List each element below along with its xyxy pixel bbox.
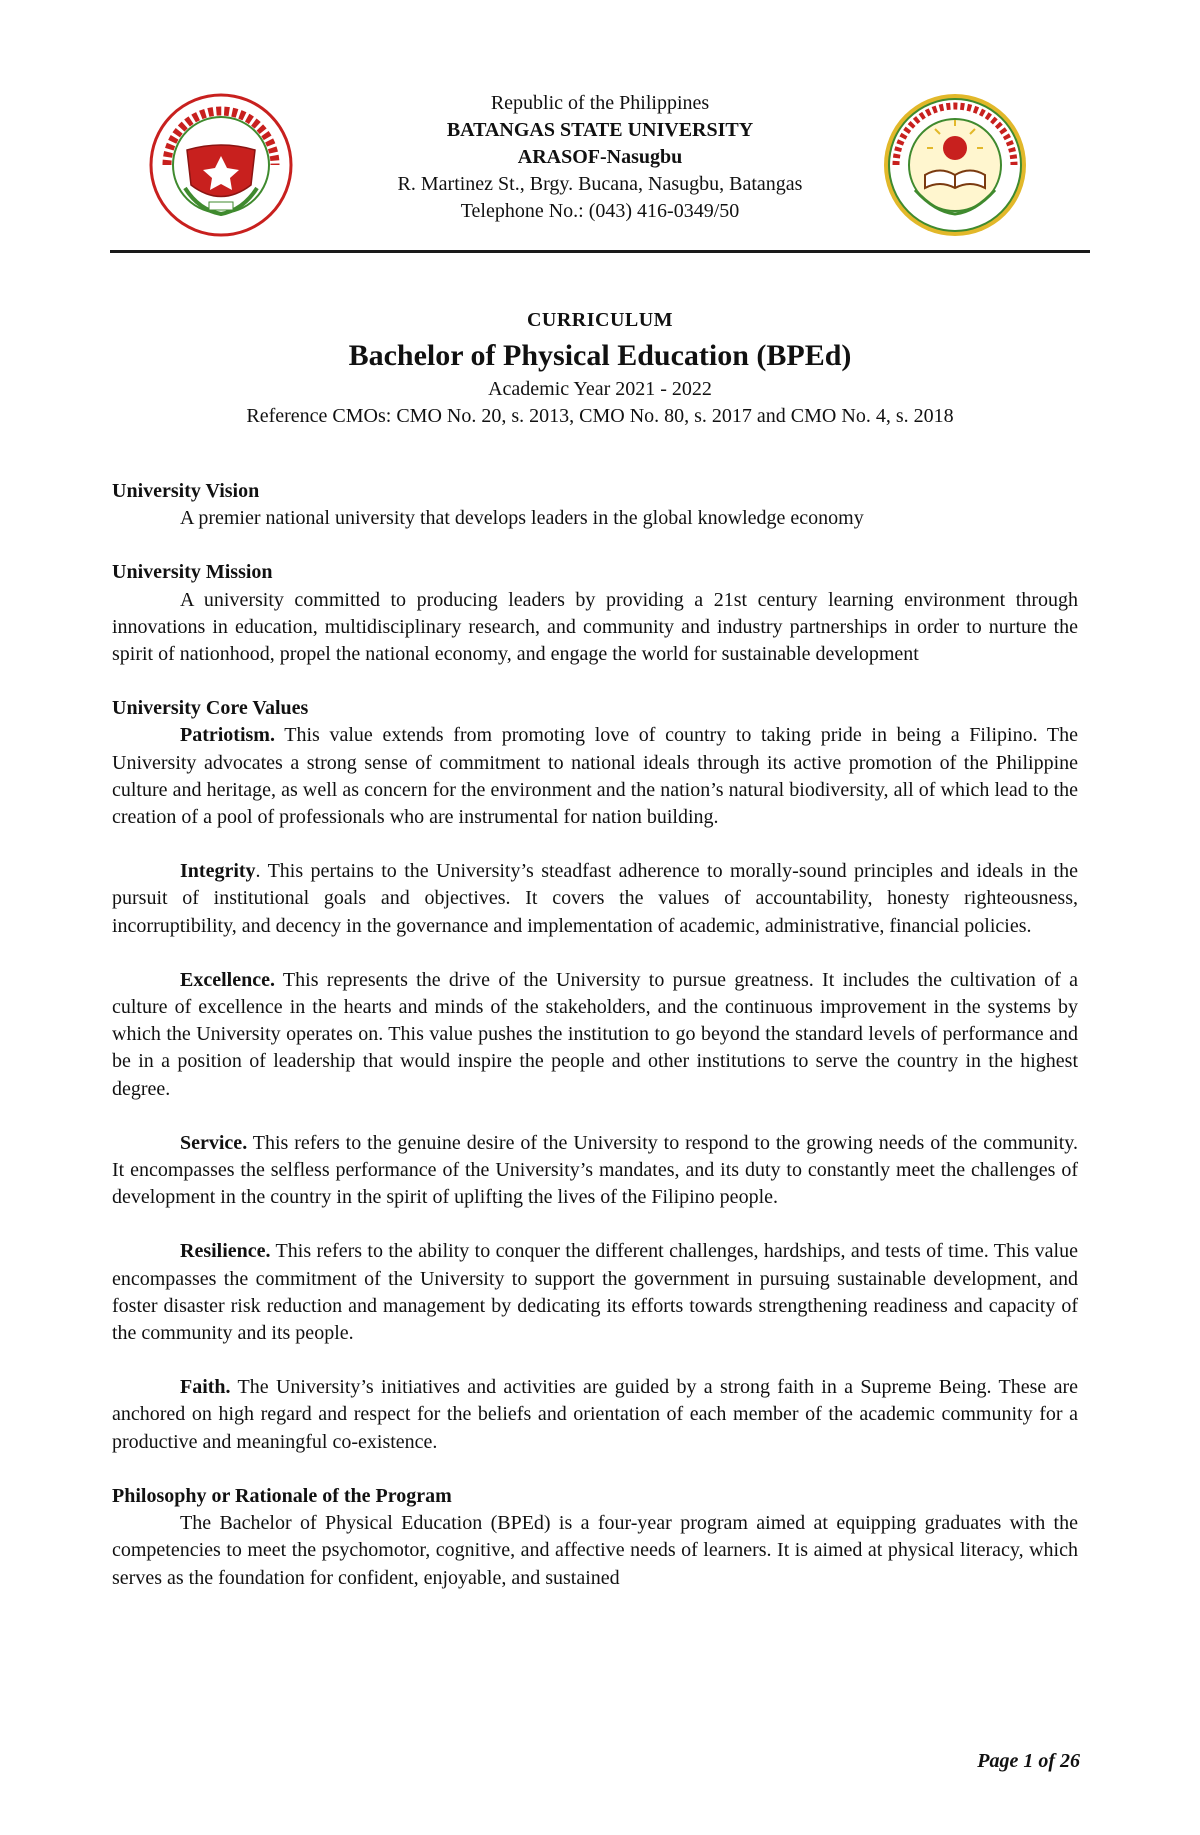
section-heading: University Vision xyxy=(112,480,260,502)
core-value-text: This refers to the ability to conquer the different challenges, hardships, and tests of time. This value encompasses the commitment of the University to support the government in pursuing sustainable development, and foster disaster risk reduction and management by dedicating its efforts towards strengthening readiness and capacity of the community and its people. xyxy=(112,1240,1078,1345)
reference-cmos: Reference CMOs: CMO No. 20, s. 2013, CMO No. 80, s. 2017 and CMO No. 4, s. 2018 xyxy=(246,405,954,427)
core-value-name: Patriotism. xyxy=(180,724,275,747)
batangas-state-university-seal xyxy=(147,90,295,240)
philosophy-section xyxy=(112,1483,1078,1592)
core-value-service xyxy=(112,1130,1078,1212)
core-value-name: Excellence. xyxy=(180,968,275,991)
address-line: R. Martinez St., Brgy. Bucana, Nasugbu, Batangas xyxy=(397,173,803,195)
core-value-excellence xyxy=(112,967,1078,1103)
university-name: BATANGAS STATE UNIVERSITY xyxy=(446,119,754,141)
section-heading: University Core Values xyxy=(112,697,309,720)
document-body xyxy=(112,478,1078,1592)
core-value-resilience xyxy=(112,1238,1078,1347)
telephone-line: Telephone No.: (043) 416-0349/50 xyxy=(460,200,740,222)
core-value-integrity xyxy=(112,858,1078,940)
mission-text: A university committed to producing leaders by providing a 21st century learning environment through innovations in education, multidisciplinary research, and community and industry partnerships in order to nurture the spirit of nationhood, propel the national economy, and engage the world for sustainable development xyxy=(112,588,1078,666)
campus-name: ARASOF-Nasugbu xyxy=(517,146,683,168)
core-value-text: The University’s initiatives and activities are guided by a strong faith in a Supreme Being. These are anchored on high regard and respect for the beliefs and orientation of each member of the academic community for a productive and meaningful co-existence. xyxy=(112,1376,1078,1453)
document-label: CURRICULUM xyxy=(526,309,674,331)
program-title: Bachelor of Physical Education (BPEd) xyxy=(348,339,852,372)
section-heading: Philosophy or Rationale of the Program xyxy=(112,1484,452,1507)
core-value-faith xyxy=(112,1374,1078,1456)
section-heading: University Mission xyxy=(112,561,273,584)
vision-text: A premier national university that develops leaders in the global knowledge economy xyxy=(180,507,864,530)
institution-header xyxy=(300,90,900,225)
philosophy-text: The Bachelor of Physical Education (BPEd) is a four-year program aimed at equipping graduates with the competencies to meet the psychomotor, cognitive, and affective needs of learners. It is aimed at physical literacy, which serves as the foundation for confident, enjoyable, and sustained xyxy=(112,1512,1078,1589)
core-value-text: This represents the drive of the University to pursue greatness. It includes the cultivation of a culture of excellence in the hearts and minds of the stakeholders, and the continuous improvement in the systems by which the University operates on. This value pushes the institution to go beyond the standard levels of performance and be in a position of leadership that would inspire the people and other institutions to serve the country in the highest degree. xyxy=(112,968,1078,1100)
document-title-block xyxy=(110,308,1090,430)
academic-year: Academic Year 2021 - 2022 xyxy=(488,378,712,400)
core-value-name: Faith. xyxy=(180,1376,231,1399)
vision-section xyxy=(112,478,1078,532)
core-values-section xyxy=(112,695,1078,1456)
page-number: Page 1 of 26 xyxy=(977,1750,1080,1772)
header-divider xyxy=(110,250,1090,253)
core-value-text: . This pertains to the University’s steadfast adherence to morally-sound principles and ideals in the pursuit of institutional goals and objectives. It covers the values of accountability, honesty righteousness, incorruptibility, and decency in the governance and implementation of academic, administrative, financial policies. xyxy=(112,860,1078,937)
core-value-name: Resilience. xyxy=(180,1240,271,1263)
mission-section xyxy=(112,559,1078,668)
republic-line: Republic of the Philippines xyxy=(490,92,710,114)
core-value-text: This value extends from promoting love of country to taking pride in being a Filipino. The University advocates a strong sense of commitment to national ideals through its active promotion of the Philippine culture and heritage, as well as concern for the environment and the nation’s natural biodiversity, all of which lead to the creation of a pool of professionals who are instrumental for nation building. xyxy=(112,724,1078,829)
core-value-name: Service. xyxy=(180,1131,248,1154)
core-value-name: Integrity xyxy=(180,860,256,883)
college-of-teacher-education-seal xyxy=(880,90,1030,240)
core-value-patriotism xyxy=(112,722,1078,831)
core-value-text: This refers to the genuine desire of the University to respond to the growing needs of the community. It encompasses the selfless performance of the University’s mandates, and its duty to constantly meet the challenges of development in the country in the spirit of uplifting the lives of the Filipino people. xyxy=(112,1131,1078,1209)
letterhead xyxy=(0,70,1200,245)
